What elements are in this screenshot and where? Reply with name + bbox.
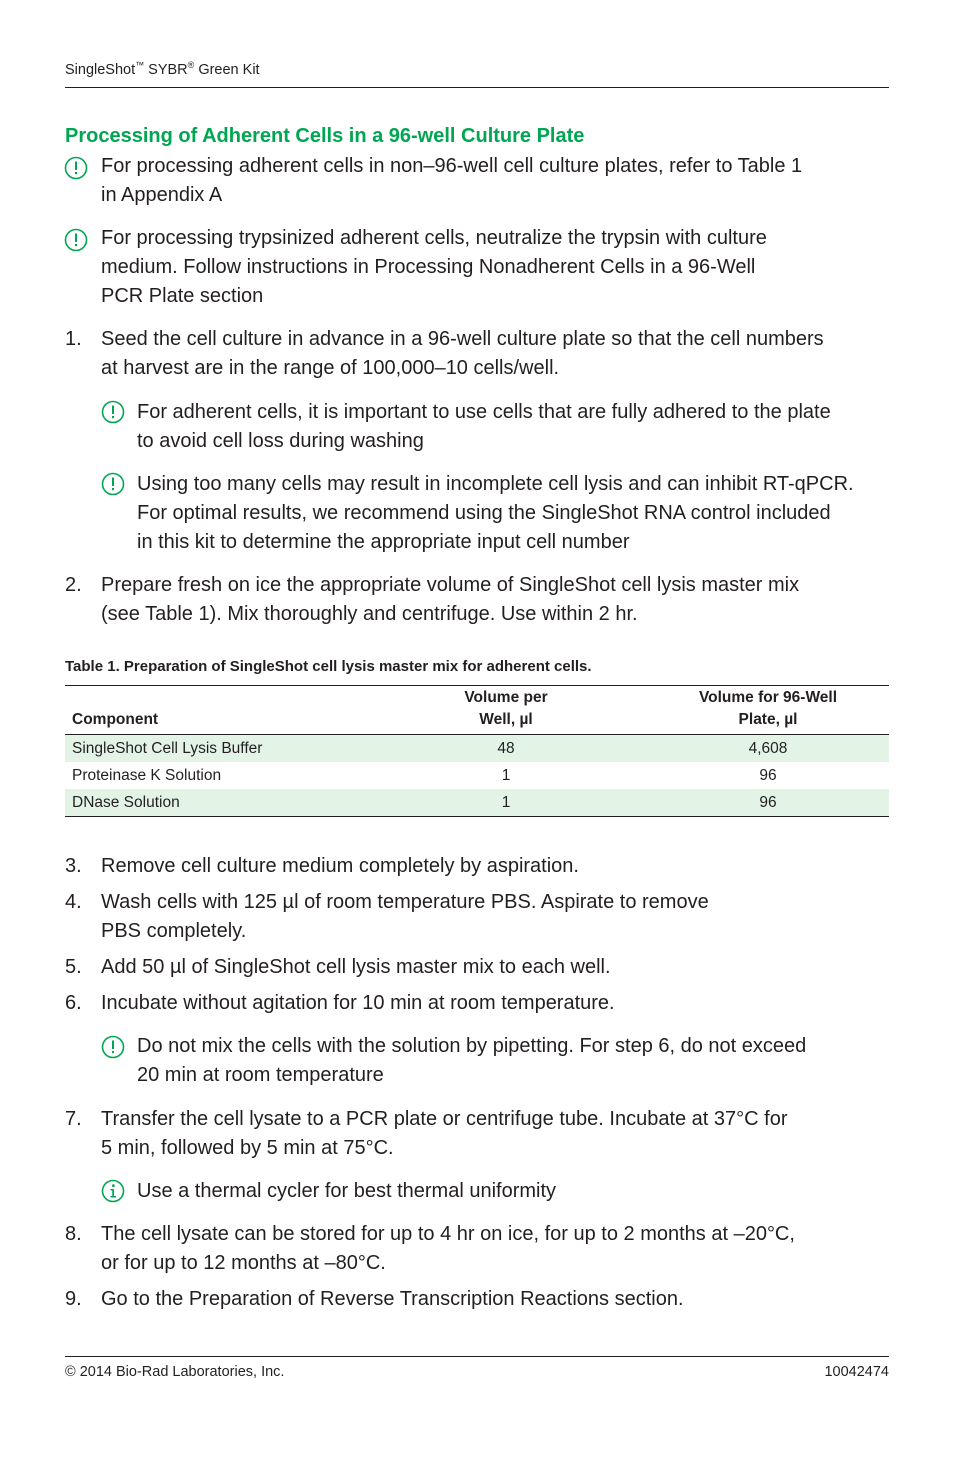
cell-volume-96-well: 4,608 xyxy=(748,740,788,757)
step-line: or for up to 12 months at –80°C. xyxy=(101,1252,386,1274)
step-line: Remove cell culture medium completely by aspiration. xyxy=(101,855,579,877)
section-title: Processing of Adherent Cells in a 96-well Culture Plate xyxy=(65,125,585,147)
header-volume-96-well xyxy=(647,687,889,731)
trademark-symbol: ™ xyxy=(135,60,145,71)
footer-copyright: © 2014 Bio-Rad Laboratories, Inc. xyxy=(65,1364,285,1380)
table-row xyxy=(65,762,889,789)
info-icon xyxy=(101,1179,125,1203)
cell-volume-per-well: 48 xyxy=(497,740,515,757)
step-number: 9. xyxy=(65,1288,82,1310)
step-line: Incubate without agitation for 10 min at room temperature. xyxy=(101,992,615,1014)
caution-icon xyxy=(101,472,125,496)
note-line: in this kit to determine the appropriate input cell number xyxy=(137,531,630,553)
cell-volume-per-well: 1 xyxy=(501,794,511,811)
header-volume-per-well xyxy=(365,687,647,731)
step-number: 2. xyxy=(65,574,82,596)
cell-volume-96-well: 96 xyxy=(759,767,777,784)
reagent-table xyxy=(65,685,889,817)
note-line: 20 min at room temperature xyxy=(137,1064,384,1086)
registered-symbol: ® xyxy=(187,60,195,71)
caution-icon xyxy=(64,228,88,252)
table-bottom-rule xyxy=(65,816,889,817)
note-line: For processing trypsinized adherent cells, neutralize the trypsin with culture xyxy=(101,227,767,249)
step-line: Add 50 µl of SingleShot cell lysis master mix to each well. xyxy=(101,956,611,978)
header-line: Well, µl xyxy=(479,711,533,728)
step-line: PBS completely. xyxy=(101,920,247,942)
note-line: Do not mix the cells with the solution by pipetting. For step 6, do not exceed xyxy=(137,1035,807,1057)
header-brand: SingleShot xyxy=(65,62,136,78)
step-line: The cell lysate can be stored for up to 4 hr on ice, for up to 2 months at –20°C, xyxy=(101,1223,795,1245)
running-header xyxy=(65,62,260,78)
note-line: For adherent cells, it is important to use cells that are fully adhered to the plate xyxy=(137,401,831,423)
step-number: 4. xyxy=(65,891,82,913)
note-line: For optimal results, we recommend using the SingleShot RNA control included xyxy=(137,502,831,524)
note-line: medium. Follow instructions in Processing Nonadherent Cells in a 96-Well xyxy=(101,256,756,278)
step-line: Wash cells with 125 µl of room temperature PBS. Aspirate to remove xyxy=(101,891,709,913)
step-number: 6. xyxy=(65,992,82,1014)
cell-component: Proteinase K Solution xyxy=(72,767,222,784)
step-number: 7. xyxy=(65,1108,82,1130)
header-line: Plate, µl xyxy=(738,711,798,728)
cell-volume-96-well: 96 xyxy=(759,794,777,811)
table-row xyxy=(65,735,889,762)
step-line: (see Table 1). Mix thoroughly and centrifuge. Use within 2 hr. xyxy=(101,603,638,625)
step-number: 8. xyxy=(65,1223,82,1245)
note-line: Using too many cells may result in incomplete cell lysis and can inhibit RT-qPCR. xyxy=(137,473,854,495)
header-brand-kit: Green Kit xyxy=(194,62,260,78)
step-line: Prepare fresh on ice the appropriate volume of SingleShot cell lysis master mix xyxy=(101,574,800,596)
header-rule xyxy=(65,87,889,88)
header-component: Component xyxy=(72,711,159,728)
step-line: at harvest are in the range of 100,000–10 cells/well. xyxy=(101,357,560,379)
note-line: Use a thermal cycler for best thermal uniformity xyxy=(137,1180,557,1202)
caution-icon xyxy=(101,400,125,424)
header-line: Volume per xyxy=(464,689,548,706)
step-number: 3. xyxy=(65,855,82,877)
note-line: For processing adherent cells in non–96-well cell culture plates, refer to Table 1 xyxy=(101,155,803,177)
step-line: 5 min, followed by 5 min at 75°C. xyxy=(101,1137,394,1159)
caution-icon xyxy=(101,1035,125,1059)
note-line: PCR Plate section xyxy=(101,285,264,307)
note-line: to avoid cell loss during washing xyxy=(137,430,424,452)
table-header-row xyxy=(65,685,889,735)
footer-rule xyxy=(65,1356,889,1357)
header-brand-sybr: SYBR xyxy=(144,62,188,78)
step-number: 1. xyxy=(65,328,82,350)
footer-doc-number: 10042474 xyxy=(824,1364,889,1380)
table-row xyxy=(65,789,889,816)
step-line: Transfer the cell lysate to a PCR plate or centrifuge tube. Incubate at 37°C for xyxy=(101,1108,788,1130)
cell-volume-per-well: 1 xyxy=(501,767,511,784)
cell-component: DNase Solution xyxy=(72,794,180,811)
step-number: 5. xyxy=(65,956,82,978)
step-line: Go to the Preparation of Reverse Transcription Reactions section. xyxy=(101,1288,684,1310)
header-line: Volume for 96-Well xyxy=(698,689,838,706)
table-caption: Table 1. Preparation of SingleShot cell lysis master mix for adherent cells. xyxy=(65,658,592,675)
step-line: Seed the cell culture in advance in a 96-well culture plate so that the cell numbers xyxy=(101,328,824,350)
caution-icon xyxy=(64,156,88,180)
cell-component: SingleShot Cell Lysis Buffer xyxy=(72,740,263,757)
note-line: in Appendix A xyxy=(101,184,223,206)
